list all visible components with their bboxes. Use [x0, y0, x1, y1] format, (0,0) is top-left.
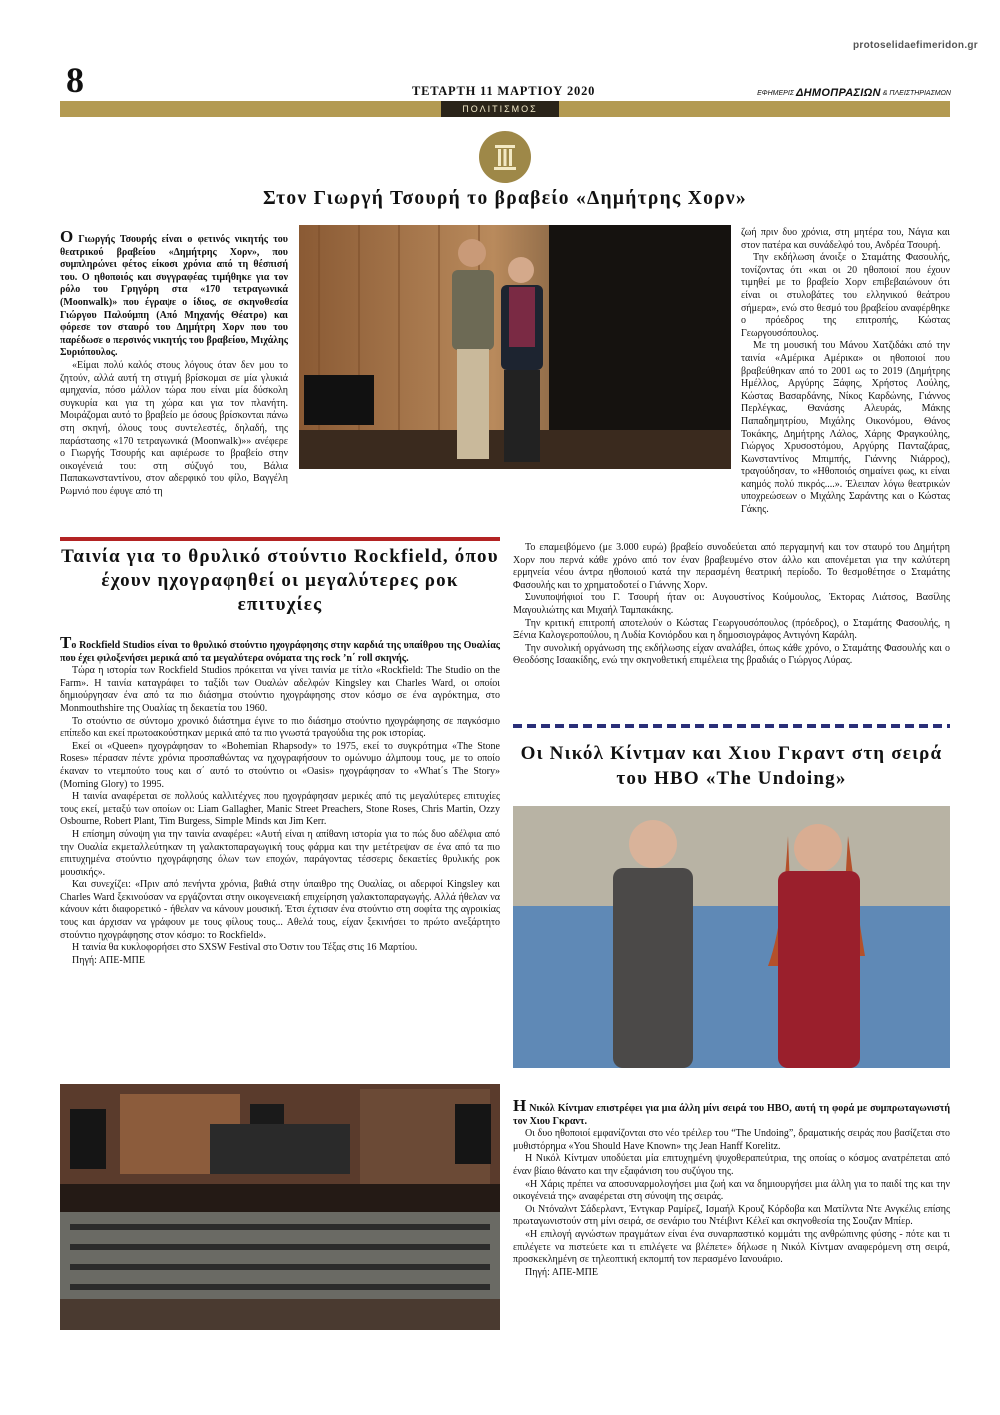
article2-source: Πηγή: ΑΠΕ-ΜΠΕ	[72, 954, 145, 966]
article2-para3: Εκεί οι «Queen» ηχογράφησαν το «Bohemian Rhapsody» το 1975, εκεί το συγκρότημα «The Stone Roses» πέρασαν πέντε χρόνια προσπαθώντας να ηχογραφήσουν το ομώνυμο άλμπουμ τους, με το οποίο έκαναν το ντεμπούτο τους και σ΄ αυτό το στούντιο οι «Oasis» ηχογράφησαν το «What΄s The Story» (Morning Glory) το 1995.	[60, 740, 500, 790]
article3-para1: Οι δυο ηθοποιοί εμφανίζονται στο νέο τρέιλερ του “The Undoing”, δραματικής σειράς που βασίζεται στο μυθιστόρημα «You Should Have Known» της Jean Hanff Korelitz.	[513, 1128, 950, 1152]
article3-lead: Νικόλ Κίντμαν επιστρέφει για μια άλλη μίνι σειρά του HBO, αυτή τη φορά με συμπρωταγωνιστή τον Χιου Γκραντ.	[513, 1103, 950, 1127]
article2-title: Ταινία για το θρυλικό στούντιο Rockfield, όπου έχουν ηχογραφηθεί οι μεγαλύτερες ροκ επιτυχίες	[61, 546, 499, 615]
article3-para5: «Η επιλογή αγνώστων πραγμάτων είναι ένα συναρπαστικό κομμάτι της ανθρώπινης φύσης - πότε και τι επιλέγετε να πιστεύετε και τι επιλέγετε να βλέπετε» δήλωσε η Νικόλ Κίντμαν αναφερόμενη στη σειρά, προσκεκλημένη σε τηλεοπτική εκπομπή τον περασμένο Ιανουάριο.	[513, 1228, 950, 1266]
masthead-small: ΕΦΗΜΕΡΙΣ	[757, 89, 794, 97]
column-logo-icon	[479, 131, 531, 183]
article1-col1	[60, 227, 288, 497]
article1-para3: Την εκδήλωση άνοιξε ο Σταμάτης Φασουλής, τονίζοντας ότι «και οι 20 ηθοποιοί που έχουν τιμηθεί με το βραβείο Χορν επιβεβαιώνουν ότι είναι οι στυλοβάτες του ελληνικού θεάτρου σήμερα», ενώ στο θεσμό του βραβείου αναφέρθηκε ο πρόεδρος της επιτροπής, Κώστας Γεωργουσόπουλος.	[741, 252, 950, 339]
article1-para8: Την συνολική οργάνωση της εκδήλωσης είχαν αναλάβει, όπως κάθε χρόνο, ο Σταμάτης Φασουλής και ο Θεοδόσης Ισαακίδης, ενώ την σκηνοθετική επιμέλεια της βραδιάς ο Γιώργος Λύρας.	[513, 642, 950, 667]
article3-para4: Οι Ντόναλντ Σάδερλαντ, Έντγκαρ Ραμίρεζ, Ισμαήλ Κρουζ Κόρδοβα και Ματίλντα Ντε Ανγκέλις επίσης πρωταγωνιστούν στη μίνι σειρά, σε σενάριο του Ντέιβιντ Κέλεϊ και σκηνοθεσία της Σουζαν Μπίερ.	[513, 1203, 950, 1228]
article2-para2: Το στούντιο σε σύντομο χρονικό διάστημα έγινε το πιο διάσημο στούντιο ηχογράφησης σε παγκόσμιο επίπεδο και εκεί πρωτοακούστηκαν μερικά από τα πιο γνωστά τραγούδια της ροκ ιστορίας.	[60, 715, 500, 740]
article2-rule	[60, 537, 500, 541]
article2-lead: ο Rockfield Studios είναι το θρυλικό στούντιο ηχογράφησης στην καρδιά της υπαίθρου της Ουαλίας που έχει φιλοξενήσει μερικά από τα μεγαλύτερα ονόματα της rock ’n΄ roll σκηνής.	[60, 640, 500, 664]
article1-para2: ζωή πριν δυο χρόνια, στη μητέρα του, Νάγια και στον πατέρα και συνάδελφό του, Ανδρέα Τσουρή.	[741, 227, 950, 251]
article3-body	[513, 1097, 950, 1329]
article3-photo	[513, 806, 950, 1068]
article1-col3	[741, 227, 950, 516]
site-watermark: protoselidaefimeridon.gr	[853, 40, 978, 51]
masthead	[705, 86, 951, 100]
article1-photo	[299, 225, 731, 469]
article1-para6: Συνυποψήφιοί του Γ. Τσουρή ήταν οι: Αυγουστίνος Κούμουλος, Έκτορας Λιάτσος, Βασίλης Μαγουλιώτης και Μιχαήλ Ταμπακάκης.	[513, 592, 950, 616]
article1-lead: Γιωργής Τσουρής είναι ο φετινός νικητής του θεατρικού βραβείου «Δημήτρης Χορν», που συμπληρώνει φέτος είκοσι χρόνια από τη θέσπισή του. Ο ηθοποιός και συγγραφέας τιμήθηκε για τον ρόλο του Γρηγόρη στα «170 τετραγωνικά (Moonwalk)» που έγραψε ο ίδιος, σε σκηνοθεσία Γιώργου Παλούμπη (Από Μηχανής Θέατρο) και φόρεσε τον σταυρό του Δημήτρη Χορν που του παρέδωσε ο περσινός νικητής του βραβείου, Μιχάλης Συριόπουλος.	[60, 234, 288, 359]
article3-dashed-rule	[513, 724, 950, 728]
masthead-big: ΔΗΜΟΠΡΑΣΙΩΝ	[796, 87, 881, 99]
actors-photo-icon	[513, 806, 950, 1068]
issue-date: ΤΕΤΑΡΤΗ 11 ΜΑΡΤΙΟΥ 2020	[412, 84, 596, 98]
article1-para5: Το επαμειβόμενο (με 3.000 ευρώ) βραβείο συνοδεύεται από περγαμηνή και τον σταυρό του Δημήτρη Χορν που περνά κάθε χρόνο από τον έναν βραβευμένο στον άλλο και απονέμεται για την καλύτερη ερμηνεία νέου άντρα ηθοποιού κατά την περασμένη θεατρική περίοδο. Το θεσμοθέτησε ο Σταμάτης Φασουλής και το χρηματοδοτεί ο Γιάννης Χορν.	[513, 542, 950, 591]
section-label: ΠΟΛΙΤΙΣΜΟΣ	[441, 101, 559, 117]
article1-para1: «Είμαι πολύ καλός στους λόγους όταν δεν μου το ζητούν, αλλά αυτή τη στιγμή βρίσκομαι σε μία γλυκιά αμηχανία, πόσο μάλλον τώρα που είναι μία δύσκολη συγκυρία και για τη χώρα και για τον πλανήτη. Μοιράζομαι αυτό το βραβείο με όσους βρίσκονται πάνω στη σκηνή, όλους τους συντελεστές, δηλαδή, της παράστασης «170 τετραγωνικά (Moonwalk)»» ανέφερε ο Γιωργής Τσουρής και αφιέρωσε το βραβείο στην οικογένειά του: στη σύζυγό του, Βάλια Παπακωνσταντίνου, στον αδερφικό του φίλο, Βαγγέλη Ρωμνιό που έφυγε από τη	[60, 359, 288, 497]
article2-para5: Η επίσημη σύνοψη για την ταινία αναφέρει: «Αυτή είναι η απίθανη ιστορία για το πώς δυο αδέλφια από την Ουαλία εκμεταλλεύτηκαν τη γαλακτοπαραγωγική τους φάρμα και την μετέτρεψαν σε ένα από τα πιο επιτυχημένα στούντιο ηχογράφησης όλων των εποχών, παράγοντας τέσσερις δεκαετίες θρυλικής ροκ μουσικής».	[60, 828, 500, 878]
article1-dropcap: Ο	[60, 227, 74, 246]
article3-dropcap: Η	[513, 1096, 527, 1115]
article2-body	[60, 634, 500, 1078]
masthead-tail: & ΠΛΕΙΣΤΗΡΙΑΣΜΩΝ	[882, 89, 951, 97]
article2-para1: Τώρα η ιστορία των Rockfield Studios πρόκειται να γίνει ταινία με τίτλο «Rockfield: The Studio on the Farm». Η ταινία καταγράφει το ταξίδι των Ουαλών αδελφών Kingsley και Charles Ward, οι οποίοι δημιούργησαν ένα από τα πιο διάσημα στούντιο ηχογράφησης στον κόσμο σε ένα αγρόκτημα, στο Monmouthshire της Ουαλίας τη δεκαετία του 1960.	[60, 665, 500, 714]
page-number: 8	[66, 60, 84, 100]
article1-continued	[513, 542, 950, 718]
article3-title: Οι Νικόλ Κίντμαν και Χιου Γκραντ στη σειρά του HBO «The Undoing»	[520, 743, 943, 789]
article3-source: Πηγή: ΑΠΕ-ΜΠΕ	[525, 1266, 598, 1278]
article2-dropcap: Τ	[60, 633, 72, 652]
article2-para6: Και συνεχίζει: «Πριν από πενήντα χρόνια, βαθιά στην ύπαιθρο της Ουαλίας, οι αδερφοί Kingsley και Charles Ward ξεκινούσαν να εργάζονται στην οικογενειακή επιχείρηση γαλακτοπαραγωγής. Αλλά ήθελαν να κάνουν κάτι διαφορετικό - ήθελαν να κάνουν μουσική. Έτσι έχτισαν ένα στούντιο στη σοφίτα της αγροικίας τους και άρχισαν να γράφουν με τους φίλους τους... Αθελά τους, είχαν ξεκινήσει το πρώτο ανεξάρτητο στούντιο ηχογράφησης στον κόσμο: το Rockfield».	[60, 879, 500, 941]
article3-para3: «Η Χάρις πρέπει να αποσυναρμολογήσει μια ζωή και να δημιουργήσει μια άλλη για το παιδί της και την οικογένειά της» αναφέρεται στη σύνοψη της σειράς.	[513, 1178, 950, 1203]
article1-title: Στον Γιωργή Τσουρή το βραβείο «Δημήτρης Χορν»	[263, 188, 747, 209]
award-ceremony-photo-icon	[299, 225, 731, 469]
article3-para2: Η Νικόλ Κίντμαν υποδύεται μία επιτυχημένη ψυχοθεραπεύτρια, της οποίας ο κόσμος ανατρέπεται από έναν βίαιο θάνατο και την εξαφάνιση του συζύγου της.	[513, 1153, 950, 1177]
article2-photo	[60, 1084, 500, 1330]
article1-para4: Με τη μουσική του Μάνου Χατζιδάκι από την ταινία «Αμέρικα Αμέρικα» οι ηθοποιοί που βραβεύθηκαν από το 2001 ως το 2019 (Δημήτρης Ημέλλος, Αργύρης Ξάφης, Χρήστος Λούλης, Κώστας Βασαρδάνης, Νίκος Καρδώνης, Γιάννος Περλέγκας, Θανάσης Αλευράς, Μάκης Παπαδημητρίου, Μιχάλης Οικονόμου, Θάνος Τοκάκης, Δημήτρης Λάλος, Χάρης Φραγκούλης, Γιώργος Χρυσοστόμου, Αργύρης Πανταζάρας, Κωνσταντίνος Μπιμπής, Γιάννης Νιάρρος), τραγούδησαν, το «Ηθοποιός σημαίνει φως, κι είναι καημός πολύ πικρός....». Έλειπαν λόγω θεατρικών υποχρεώσεων ο Μιχάλης Σαράντης και ο Κώστας Γάκης.	[741, 340, 950, 516]
recording-studio-photo-icon	[60, 1084, 500, 1330]
article1-para7: Την κριτική επιτροπή αποτελούν ο Κώστας Γεωργουσόπουλος (πρόεδρος), ο Σταμάτης Φασουλής, η Ξένια Καλογεροπούλου, η Λυδία Κονιόρδου και η δημοσιογράφος Αντιγόνη Καράλη.	[513, 617, 950, 642]
article2-para4: Η ταινία αναφέρεται σε πολλούς καλλιτέχνες που ηχογράφησαν μερικές από τις μεγαλύτερες επιτυχίες τους εκεί, μεταξύ των οποίων οι: Liam Gallagher, Manic Street Preachers, Stone Roses, Chris Martin, Ozzy Osbourne, Robert Plant, Tim Burgess, Simple Minds και Jim Kerr.	[60, 791, 500, 828]
article2-para7: Η ταινία θα κυκλοφορήσει στο SXSW Festival στο Όστιν του Τέξας στις 16 Μαρτίου.	[72, 942, 418, 954]
